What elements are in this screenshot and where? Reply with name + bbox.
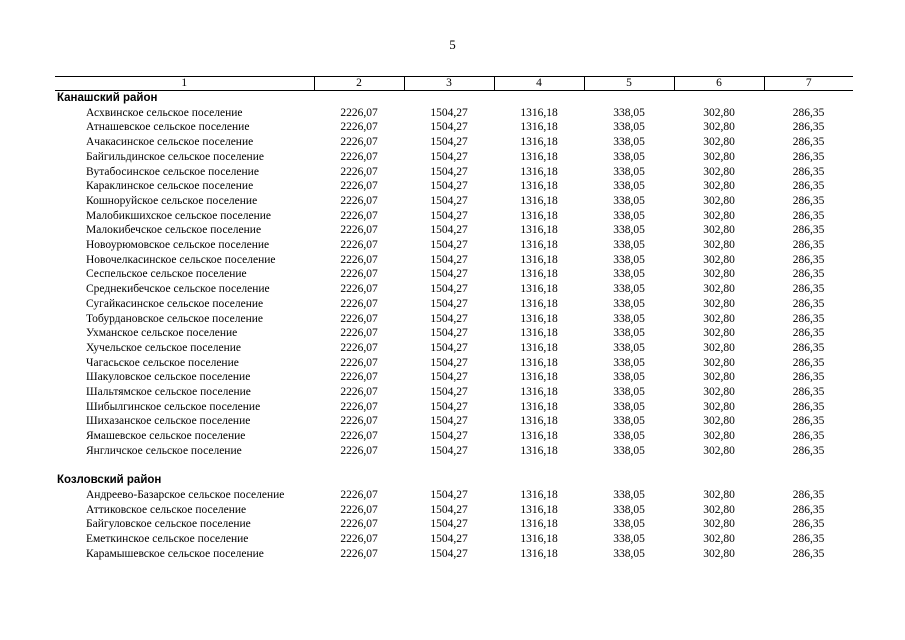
value-col-2: 2226,07 (340, 224, 378, 237)
value-col-3: 1504,27 (430, 533, 468, 546)
value-col-3: 1504,27 (430, 268, 468, 281)
value-col-3: 1504,27 (430, 194, 468, 207)
value-col-4: 1316,18 (520, 283, 558, 296)
value-col-2: 2226,07 (340, 283, 378, 296)
value-col-5: 338,05 (613, 268, 645, 281)
value-col-5: 338,05 (613, 283, 645, 296)
value-col-3: 1504,27 (430, 518, 468, 531)
table-row (55, 282, 853, 297)
table-row (55, 120, 853, 135)
table-row (55, 179, 853, 194)
value-col-7: 286,35 (792, 312, 825, 325)
value-col-7: 286,35 (792, 209, 825, 222)
value-col-6: 302,80 (703, 518, 735, 531)
value-col-6: 302,80 (703, 533, 735, 546)
value-col-2: 2226,07 (340, 268, 378, 281)
value-col-7: 286,35 (792, 430, 825, 443)
value-col-5: 338,05 (613, 209, 645, 222)
value-col-4: 1316,18 (520, 444, 558, 457)
column-header-1: 1 (55, 77, 314, 91)
column-header-4: 4 (494, 77, 584, 91)
value-col-7: 286,35 (792, 180, 825, 193)
value-col-4: 1316,18 (520, 268, 558, 281)
settlement-name: Шихазанское сельское поселение (86, 415, 251, 428)
value-col-6: 302,80 (703, 209, 735, 222)
settlement-name: Байгуловское сельское поселение (86, 518, 251, 531)
value-col-7: 286,35 (792, 341, 825, 354)
value-col-6: 302,80 (703, 371, 735, 384)
value-col-7: 286,35 (792, 415, 825, 428)
value-col-2: 2226,07 (340, 121, 378, 134)
value-col-3: 1504,27 (430, 444, 468, 457)
table-body (55, 91, 853, 562)
settlement-name: Караклинское сельское поселение (86, 180, 254, 193)
value-col-7: 286,35 (792, 400, 825, 413)
value-col-5: 338,05 (613, 180, 645, 193)
value-col-3: 1504,27 (430, 297, 468, 310)
value-col-6: 302,80 (703, 268, 735, 281)
table-row (55, 326, 853, 341)
value-col-4: 1316,18 (520, 209, 558, 222)
settlement-name: Карамышевское сельское поселение (86, 547, 264, 560)
value-col-5: 338,05 (613, 136, 645, 149)
value-col-2: 2226,07 (340, 194, 378, 207)
value-col-7: 286,35 (792, 518, 825, 531)
value-col-5: 338,05 (613, 518, 645, 531)
value-col-6: 302,80 (703, 488, 735, 501)
table-row (55, 517, 853, 532)
value-col-5: 338,05 (613, 444, 645, 457)
table-row (55, 370, 853, 385)
value-col-2: 2226,07 (340, 503, 378, 516)
table-row (55, 106, 853, 121)
value-col-6: 302,80 (703, 121, 735, 134)
value-col-5: 338,05 (613, 327, 645, 340)
table-row (55, 209, 853, 224)
value-col-3: 1504,27 (430, 150, 468, 163)
table-row (55, 135, 853, 150)
value-col-3: 1504,27 (430, 430, 468, 443)
value-col-2: 2226,07 (340, 518, 378, 531)
settlement-name: Атнашевское сельское поселение (86, 121, 250, 134)
value-col-2: 2226,07 (340, 180, 378, 193)
value-col-4: 1316,18 (520, 312, 558, 325)
value-col-4: 1316,18 (520, 239, 558, 252)
settlement-name: Асхвинское сельское поселение (86, 106, 243, 119)
page-number: 5 (449, 37, 456, 52)
value-col-3: 1504,27 (430, 239, 468, 252)
table-row (55, 165, 853, 180)
value-col-6: 302,80 (703, 386, 735, 399)
value-col-5: 338,05 (613, 386, 645, 399)
value-col-2: 2226,07 (340, 415, 378, 428)
section-spacer (55, 459, 853, 474)
value-col-6: 302,80 (703, 430, 735, 443)
value-col-6: 302,80 (703, 400, 735, 413)
value-col-6: 302,80 (703, 312, 735, 325)
value-col-3: 1504,27 (430, 503, 468, 516)
table-row (55, 547, 853, 562)
value-col-3: 1504,27 (430, 415, 468, 428)
value-col-7: 286,35 (792, 503, 825, 516)
value-col-4: 1316,18 (520, 165, 558, 178)
table-row (55, 194, 853, 209)
value-col-6: 302,80 (703, 106, 735, 119)
value-col-3: 1504,27 (430, 341, 468, 354)
value-col-6: 302,80 (703, 180, 735, 193)
value-col-4: 1316,18 (520, 430, 558, 443)
value-col-7: 286,35 (792, 239, 825, 252)
value-col-3: 1504,27 (430, 106, 468, 119)
value-col-5: 338,05 (613, 106, 645, 119)
value-col-3: 1504,27 (430, 400, 468, 413)
settlement-name: Янгличское сельское поселение (86, 444, 242, 457)
table-row (55, 238, 853, 253)
table-row (55, 503, 853, 518)
table-row (55, 414, 853, 429)
settlement-name: Еметкинское сельское поселение (86, 533, 249, 546)
table-row (55, 312, 853, 327)
column-header-6: 6 (674, 77, 764, 91)
value-col-2: 2226,07 (340, 533, 378, 546)
value-col-2: 2226,07 (340, 386, 378, 399)
settlement-name: Аттиковское сельское поселение (86, 503, 247, 516)
value-col-4: 1316,18 (520, 503, 558, 516)
value-col-7: 286,35 (792, 268, 825, 281)
district-header-row (55, 473, 853, 488)
value-col-7: 286,35 (792, 283, 825, 296)
value-col-6: 302,80 (703, 297, 735, 310)
value-col-3: 1504,27 (430, 121, 468, 134)
settlement-name: Байгильдинское сельское поселение (86, 150, 264, 163)
table-row (55, 150, 853, 165)
table-row (55, 356, 853, 371)
table-header (55, 77, 853, 91)
settlement-name: Сеспельское сельское поселение (86, 268, 247, 281)
value-col-2: 2226,07 (340, 150, 378, 163)
table-row (55, 297, 853, 312)
value-col-4: 1316,18 (520, 121, 558, 134)
value-col-3: 1504,27 (430, 547, 468, 560)
value-col-7: 286,35 (792, 488, 825, 501)
value-col-7: 286,35 (792, 533, 825, 546)
column-header-3: 3 (404, 77, 494, 91)
value-col-7: 286,35 (792, 327, 825, 340)
column-header-5: 5 (584, 77, 674, 91)
value-col-5: 338,05 (613, 239, 645, 252)
value-col-6: 302,80 (703, 239, 735, 252)
settlement-name: Малокибечское сельское поселение (86, 224, 262, 237)
value-col-4: 1316,18 (520, 488, 558, 501)
value-col-5: 338,05 (613, 341, 645, 354)
column-header-2: 2 (314, 77, 404, 91)
value-col-6: 302,80 (703, 136, 735, 149)
header-row (55, 77, 853, 91)
value-col-5: 338,05 (613, 415, 645, 428)
settlement-name: Хучельское сельское поселение (86, 341, 241, 354)
value-col-7: 286,35 (792, 371, 825, 384)
value-col-2: 2226,07 (340, 239, 378, 252)
settlement-name: Новоурюмовское сельское поселение (86, 239, 270, 252)
settlement-name: Андреево-Базарское сельское поселение (86, 488, 285, 501)
value-col-2: 2226,07 (340, 312, 378, 325)
value-col-7: 286,35 (792, 253, 825, 266)
value-col-3: 1504,27 (430, 180, 468, 193)
value-col-6: 302,80 (703, 356, 735, 369)
value-col-5: 338,05 (613, 430, 645, 443)
value-col-4: 1316,18 (520, 533, 558, 546)
value-col-4: 1316,18 (520, 371, 558, 384)
value-col-7: 286,35 (792, 106, 825, 119)
value-col-6: 302,80 (703, 150, 735, 163)
value-col-4: 1316,18 (520, 327, 558, 340)
value-col-2: 2226,07 (340, 327, 378, 340)
table-row (55, 532, 853, 547)
settlement-name: Малобикшихское сельское поселение (86, 209, 272, 222)
value-col-7: 286,35 (792, 121, 825, 134)
value-col-2: 2226,07 (340, 488, 378, 501)
value-col-4: 1316,18 (520, 253, 558, 266)
table-row (55, 429, 853, 444)
value-col-7: 286,35 (792, 356, 825, 369)
value-col-4: 1316,18 (520, 518, 558, 531)
value-col-6: 302,80 (703, 165, 735, 178)
value-col-7: 286,35 (792, 194, 825, 207)
table-row (55, 488, 853, 503)
value-col-5: 338,05 (613, 297, 645, 310)
column-header-7: 7 (764, 77, 853, 91)
value-col-5: 338,05 (613, 165, 645, 178)
value-col-7: 286,35 (792, 444, 825, 457)
table-row (55, 385, 853, 400)
value-col-2: 2226,07 (340, 444, 378, 457)
settlement-name: Новочелкасинское сельское поселение (86, 253, 276, 266)
value-col-7: 286,35 (792, 297, 825, 310)
value-col-3: 1504,27 (430, 327, 468, 340)
settlement-name: Ачакасинское сельское поселение (86, 136, 254, 149)
value-col-6: 302,80 (703, 224, 735, 237)
table-row (55, 267, 853, 282)
value-col-4: 1316,18 (520, 136, 558, 149)
district-header-row (55, 91, 853, 106)
value-col-3: 1504,27 (430, 312, 468, 325)
settlement-name: Среднекибечское сельское поселение (86, 283, 270, 296)
value-col-5: 338,05 (613, 400, 645, 413)
value-col-3: 1504,27 (430, 283, 468, 296)
value-col-4: 1316,18 (520, 400, 558, 413)
value-col-2: 2226,07 (340, 209, 378, 222)
value-col-2: 2226,07 (340, 356, 378, 369)
value-col-2: 2226,07 (340, 371, 378, 384)
value-col-4: 1316,18 (520, 194, 558, 207)
value-col-5: 338,05 (613, 503, 645, 516)
value-col-2: 2226,07 (340, 165, 378, 178)
value-col-4: 1316,18 (520, 106, 558, 119)
value-col-4: 1316,18 (520, 180, 558, 193)
settlement-name: Шакуловское сельское поселение (86, 371, 251, 384)
value-col-7: 286,35 (792, 386, 825, 399)
value-col-3: 1504,27 (430, 488, 468, 501)
district-name: Канашский район (57, 92, 158, 104)
table-row (55, 400, 853, 415)
value-col-6: 302,80 (703, 194, 735, 207)
value-col-4: 1316,18 (520, 224, 558, 237)
value-col-6: 302,80 (703, 415, 735, 428)
settlement-name: Чагасьское сельское поселение (86, 356, 239, 369)
settlement-name: Шибылгинское сельское поселение (86, 400, 261, 413)
value-col-4: 1316,18 (520, 356, 558, 369)
settlement-name: Тобурдановское сельское поселение (86, 312, 263, 325)
value-col-2: 2226,07 (340, 106, 378, 119)
value-col-5: 338,05 (613, 547, 645, 560)
value-col-6: 302,80 (703, 547, 735, 560)
value-col-3: 1504,27 (430, 165, 468, 178)
value-col-5: 338,05 (613, 488, 645, 501)
value-col-2: 2226,07 (340, 253, 378, 266)
value-col-3: 1504,27 (430, 209, 468, 222)
value-col-3: 1504,27 (430, 224, 468, 237)
value-col-4: 1316,18 (520, 150, 558, 163)
settlement-name: Сугайкасинское сельское поселение (86, 297, 264, 310)
value-col-3: 1504,27 (430, 253, 468, 266)
value-col-2: 2226,07 (340, 547, 378, 560)
settlement-name: Вутабосинское сельское поселение (86, 165, 259, 178)
value-col-2: 2226,07 (340, 136, 378, 149)
value-col-5: 338,05 (613, 194, 645, 207)
value-col-5: 338,05 (613, 253, 645, 266)
value-col-2: 2226,07 (340, 341, 378, 354)
value-col-6: 302,80 (703, 341, 735, 354)
table-row (55, 253, 853, 268)
value-col-4: 1316,18 (520, 415, 558, 428)
value-col-5: 338,05 (613, 371, 645, 384)
value-col-4: 1316,18 (520, 386, 558, 399)
table-row (55, 444, 853, 459)
value-col-5: 338,05 (613, 312, 645, 325)
value-col-7: 286,35 (792, 150, 825, 163)
value-col-7: 286,35 (792, 136, 825, 149)
district-name: Козловский район (57, 474, 162, 487)
value-col-3: 1504,27 (430, 136, 468, 149)
settlement-name: Ямашевское сельское поселение (86, 430, 246, 443)
settlement-name: Шальтямское сельское поселение (86, 386, 251, 399)
value-col-6: 302,80 (703, 253, 735, 266)
value-col-7: 286,35 (792, 165, 825, 178)
tariff-table (55, 76, 853, 561)
settlement-name: Кошноруйское сельское поселение (86, 194, 258, 207)
value-col-3: 1504,27 (430, 371, 468, 384)
value-col-4: 1316,18 (520, 297, 558, 310)
value-col-2: 2226,07 (340, 297, 378, 310)
value-col-6: 302,80 (703, 283, 735, 296)
value-col-7: 286,35 (792, 547, 825, 560)
value-col-6: 302,80 (703, 503, 735, 516)
value-col-6: 302,80 (703, 327, 735, 340)
table-row (55, 223, 853, 238)
value-col-2: 2226,07 (340, 430, 378, 443)
value-col-3: 1504,27 (430, 386, 468, 399)
settlement-name: Ухманское сельское поселение (86, 327, 238, 340)
value-col-5: 338,05 (613, 150, 645, 163)
value-col-4: 1316,18 (520, 547, 558, 560)
table-row (55, 341, 853, 356)
value-col-5: 338,05 (613, 356, 645, 369)
value-col-6: 302,80 (703, 444, 735, 457)
value-col-7: 286,35 (792, 224, 825, 237)
value-col-4: 1316,18 (520, 341, 558, 354)
value-col-2: 2226,07 (340, 400, 378, 413)
value-col-5: 338,05 (613, 121, 645, 134)
value-col-5: 338,05 (613, 533, 645, 546)
value-col-5: 338,05 (613, 224, 645, 237)
value-col-3: 1504,27 (430, 356, 468, 369)
